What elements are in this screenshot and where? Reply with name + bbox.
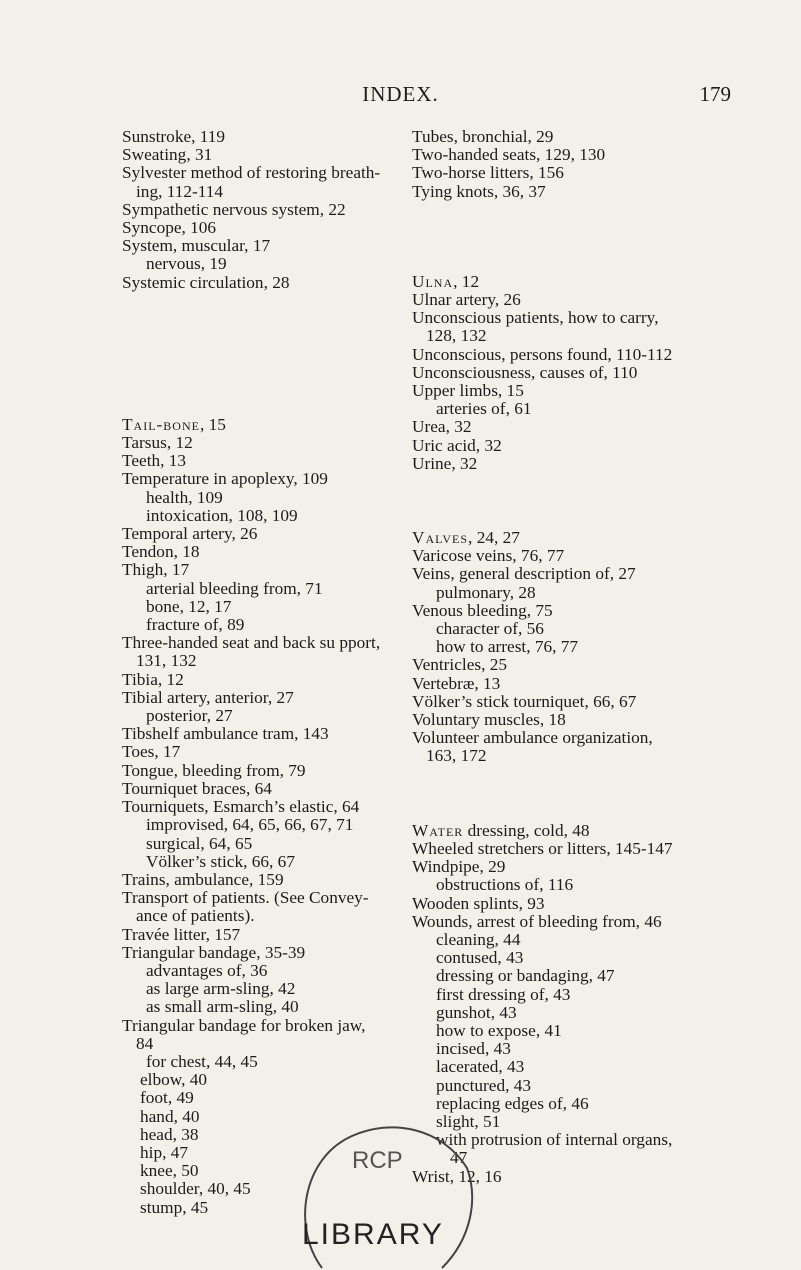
index-entry-text: Tail-bone, 15: [122, 414, 226, 434]
index-entry: [412, 364, 732, 382]
index-entry-text: dressing or bandaging, 47: [436, 966, 615, 986]
index-entry-text: Three-handed seat and back su pport,: [122, 633, 381, 653]
index-entry: [412, 455, 732, 473]
index-entry: [122, 725, 407, 743]
index-entry: [412, 1058, 732, 1076]
index-entry-text: elbow, 40: [140, 1070, 208, 1090]
index-entry-text: Windpipe, 29: [412, 857, 506, 877]
index-entry: [122, 926, 407, 944]
index-entry-text: Tibial artery, anterior, 27: [122, 687, 294, 707]
index-entry-continuation: ing, 112-114: [136, 181, 224, 201]
index-entry-text: Unconsciousness, causes of, 110: [412, 362, 638, 382]
index-entry-text: Venous bleeding, 75: [412, 600, 553, 620]
index-entry: [412, 729, 732, 765]
index-entry: [122, 470, 407, 488]
index-entry-text: Tarsus, 12: [122, 433, 193, 453]
index-entry-text: Veins, general description of, 27: [412, 564, 636, 584]
index-entry: [122, 164, 407, 200]
index-entry-text: Tying knots, 36, 37: [412, 181, 546, 201]
index-entry: [412, 183, 732, 201]
index-entry-text: Varicose veins, 76, 77: [412, 546, 565, 566]
index-entry-text: Vertebræ, 13: [412, 673, 501, 693]
index-entry: [412, 602, 732, 620]
index-entry-text: how to arrest, 76, 77: [436, 637, 579, 657]
index-entry-text: Wooden splints, 93: [412, 893, 545, 913]
index-entry-text: punctured, 43: [436, 1075, 532, 1095]
index-entry: [122, 507, 407, 525]
index-entry-text: Volunteer ambulance organization,: [412, 728, 653, 748]
index-entry: [412, 858, 732, 876]
index-entry-text: Teeth, 13: [122, 451, 187, 471]
index-entry-text: Ventricles, 25: [412, 655, 508, 675]
index-entry-text: bone, 12, 17: [146, 596, 232, 616]
index-entry-text: Trains, ambulance, 159: [122, 869, 284, 889]
index-entry: [412, 638, 732, 656]
index-entry: [122, 616, 407, 634]
index-entry: [412, 1077, 732, 1095]
index-entry-text: arteries of, 61: [436, 399, 532, 419]
index-entry: [122, 598, 407, 616]
index-entry: [412, 931, 732, 949]
index-entry: [412, 547, 732, 565]
index-entry: [412, 711, 732, 729]
index-entry-text: Temporal artery, 26: [122, 524, 258, 544]
index-entry: [122, 525, 407, 543]
index-entry: [122, 780, 407, 798]
index-entry-continuation: 128, 132: [426, 326, 487, 346]
index-entry: [122, 980, 407, 998]
index-entry: [412, 146, 732, 164]
index-entry-text: Upper limbs, 15: [412, 381, 524, 401]
index-group: [122, 416, 407, 1217]
index-entry: [122, 1071, 407, 1089]
index-entry-text: Tourniquet braces, 64: [122, 778, 272, 798]
index-entry-text: Sylvester method of restoring breath-: [122, 163, 381, 183]
index-entry: [412, 291, 732, 309]
index-entry: [122, 743, 407, 761]
index-entry-text: cleaning, 44: [436, 929, 521, 949]
index-entry-text: Völker’s stick tourniquet, 66, 67: [412, 691, 637, 711]
index-entry-text: Völker’s stick, 66, 67: [146, 851, 295, 871]
index-entry-continuation: 163, 172: [426, 746, 487, 766]
index-entry-continuation: ance of patients).: [136, 906, 255, 926]
index-entry-text: with protrusion of internal organs,: [436, 1130, 673, 1150]
index-entry: [122, 416, 407, 434]
index-entry: [122, 1053, 407, 1071]
index-entry: [122, 201, 407, 219]
index-entry-text: Temperature in apoplexy, 109: [122, 469, 328, 489]
index-entry-text: intoxication, 108, 109: [146, 505, 298, 525]
index-entry-text: surgical, 64, 65: [146, 833, 253, 853]
index-entry-continuation: 84: [136, 1033, 154, 1053]
index-entry-text: advantages of, 36: [146, 960, 268, 980]
index-entry-text: knee, 50: [140, 1161, 199, 1181]
index-entry: [412, 620, 732, 638]
index-entry-text: how to expose, 41: [436, 1020, 562, 1040]
index-entry: [122, 816, 407, 834]
index-entry-text: hip, 47: [140, 1142, 189, 1162]
index-entry-text: for chest, 44, 45: [146, 1051, 258, 1071]
index-entry-text: System, muscular, 17: [122, 236, 271, 256]
index-entry-text: pulmonary, 28: [436, 582, 536, 602]
index-entry-text: gunshot, 43: [436, 1002, 517, 1022]
index-entry-text: Water dressing, cold, 48: [412, 820, 590, 840]
index-entry-text: as small arm-sling, 40: [146, 997, 299, 1017]
index-entry: [412, 565, 732, 583]
index-entry-text: head, 38: [140, 1124, 199, 1144]
index-entry: [122, 1089, 407, 1107]
index-entry: [122, 634, 407, 670]
index-entry-text: improvised, 64, 65, 66, 67, 71: [146, 815, 354, 835]
index-entry-text: posterior, 27: [146, 706, 233, 726]
index-entry-text: contused, 43: [436, 948, 524, 968]
index-entry-text: nervous, 19: [146, 254, 227, 274]
index-entry-text: Toes, 17: [122, 742, 181, 762]
index-entry-text: Ulnar artery, 26: [412, 290, 521, 310]
index-entry-text: Uric acid, 32: [412, 435, 502, 455]
index-entry: [412, 1040, 732, 1058]
index-entry-text: first dressing of, 43: [436, 984, 571, 1004]
index-entry: [412, 840, 732, 858]
page-number: 179: [699, 82, 731, 106]
index-entry-text: Urea, 32: [412, 417, 472, 437]
index-entry-text: Triangular bandage for broken jaw,: [122, 1015, 366, 1035]
index-entry-text: slight, 51: [436, 1111, 501, 1131]
index-entry-text: Two-horse litters, 156: [412, 163, 564, 183]
index-entry: [122, 889, 407, 925]
index-entry: [412, 656, 732, 674]
index-entry-text: as large arm-sling, 42: [146, 979, 296, 999]
index-entry: [412, 273, 732, 291]
index-column-left: [122, 128, 407, 1217]
index-entry: [122, 707, 407, 725]
index-entry-text: Ulna, 12: [412, 271, 480, 291]
index-entry: [122, 255, 407, 273]
index-entry: [122, 962, 407, 980]
index-entry-continuation: 47: [450, 1148, 468, 1168]
index-entry-text: Wounds, arrest of bleeding from, 46: [412, 911, 662, 931]
page-title: INDEX.: [362, 82, 439, 106]
index-entry-text: Tibshelf ambulance tram, 143: [122, 724, 329, 744]
index-entry-text: Tongue, bleeding from, 79: [122, 760, 306, 780]
index-entry-text: Wheeled stretchers or litters, 145-147: [412, 838, 673, 858]
index-entry-text: foot, 49: [140, 1088, 194, 1108]
index-entry-text: lacerated, 43: [436, 1057, 525, 1077]
index-entry: [122, 689, 407, 707]
index-entry-text: Tibia, 12: [122, 669, 184, 689]
index-entry: [122, 146, 407, 164]
index-entry-text: character of, 56: [436, 619, 544, 639]
index-entry: [122, 671, 407, 689]
index-entry: [122, 274, 407, 292]
index-entry: [122, 237, 407, 255]
index-entry: [412, 437, 732, 455]
index-entry-text: fracture of, 89: [146, 615, 245, 635]
index-entry-continuation: 131, 132: [136, 651, 197, 671]
index-entry-text: Urine, 32: [412, 453, 478, 473]
index-group: [412, 273, 732, 473]
index-entry-text: obstructions of, 116: [436, 875, 574, 895]
index-entry: [122, 434, 407, 452]
index-entry: [412, 949, 732, 967]
index-entry-text: Syncope, 106: [122, 218, 217, 238]
index-entry: [412, 913, 732, 931]
index-entry: [412, 876, 732, 894]
index-entry-text: Triangular bandage, 35-39: [122, 942, 306, 962]
index-entry: [412, 1004, 732, 1022]
index-entry: [412, 675, 732, 693]
index-entry: [412, 382, 732, 400]
index-entry: [122, 128, 407, 146]
index-entry-text: Sunstroke, 119: [122, 127, 226, 146]
index-entry: [122, 944, 407, 962]
index-entry: [122, 871, 407, 889]
index-entry-text: Tourniquets, Esmarch’s elastic, 64: [122, 797, 360, 817]
index-entry: [122, 835, 407, 853]
index-entry: [122, 219, 407, 237]
index-entry-text: shoulder, 40, 45: [140, 1179, 251, 1199]
index-entry: [412, 128, 732, 146]
index-entry-text: Systemic circulation, 28: [122, 272, 290, 292]
index-entry-text: Wrist, 12, 16: [412, 1166, 502, 1186]
index-entry-text: Sympathetic nervous system, 22: [122, 199, 346, 219]
index-entry-text: Unconscious, persons found, 110-112: [412, 344, 673, 364]
index-entry: [412, 529, 732, 547]
index-entry: [412, 418, 732, 436]
index-entry: [412, 309, 732, 345]
index-entry-text: Thigh, 17: [122, 560, 190, 580]
index-entry: [122, 798, 407, 816]
index-entry: [122, 561, 407, 579]
index-entry: [122, 580, 407, 598]
index-entry: [122, 762, 407, 780]
index-entry-text: stump, 45: [140, 1197, 209, 1217]
index-entry: [122, 853, 407, 871]
index-entry-text: health, 109: [146, 487, 223, 507]
index-column-right: [412, 128, 732, 1186]
index-entry: [412, 822, 732, 840]
index-entry-text: Voluntary muscles, 18: [412, 710, 566, 730]
index-entry-text: Tubes, bronchial, 29: [412, 127, 554, 146]
index-entry: [412, 986, 732, 1004]
index-entry-text: Travée litter, 157: [122, 924, 241, 944]
index-entry: [122, 489, 407, 507]
index-entry-text: Valves, 24, 27: [412, 528, 520, 548]
svg-text:RCP: RCP: [352, 1147, 403, 1174]
index-entry: [122, 1017, 407, 1053]
index-entry: [122, 543, 407, 561]
library-stamp-text: LIBRARY: [302, 1218, 444, 1251]
index-entry-text: Two-handed seats, 129, 130: [412, 145, 606, 165]
index-entry-text: incised, 43: [436, 1039, 511, 1059]
index-entry: [122, 452, 407, 470]
index-group: [412, 128, 732, 201]
index-entry: [412, 164, 732, 182]
index-group: [122, 128, 407, 292]
index-entry-text: Tendon, 18: [122, 542, 200, 562]
index-entry-text: hand, 40: [140, 1106, 200, 1126]
page-header: [0, 82, 801, 112]
index-entry: [412, 895, 732, 913]
index-entry: [412, 967, 732, 985]
index-entry-text: arterial bleeding from, 71: [146, 578, 323, 598]
index-entry: [412, 1022, 732, 1040]
index-entry-text: Unconscious patients, how to carry,: [412, 308, 659, 328]
index-entry: [412, 584, 732, 602]
index-entry: [122, 998, 407, 1016]
index-entry-text: Transport of patients. (See Convey-: [122, 888, 369, 908]
index-entry: [412, 346, 732, 364]
index-entry-text: replacing edges of, 46: [436, 1093, 589, 1113]
index-entry: [412, 400, 732, 418]
index-entry: [412, 693, 732, 711]
index-entry-text: Sweating, 31: [122, 145, 213, 165]
index-group: [412, 529, 732, 766]
